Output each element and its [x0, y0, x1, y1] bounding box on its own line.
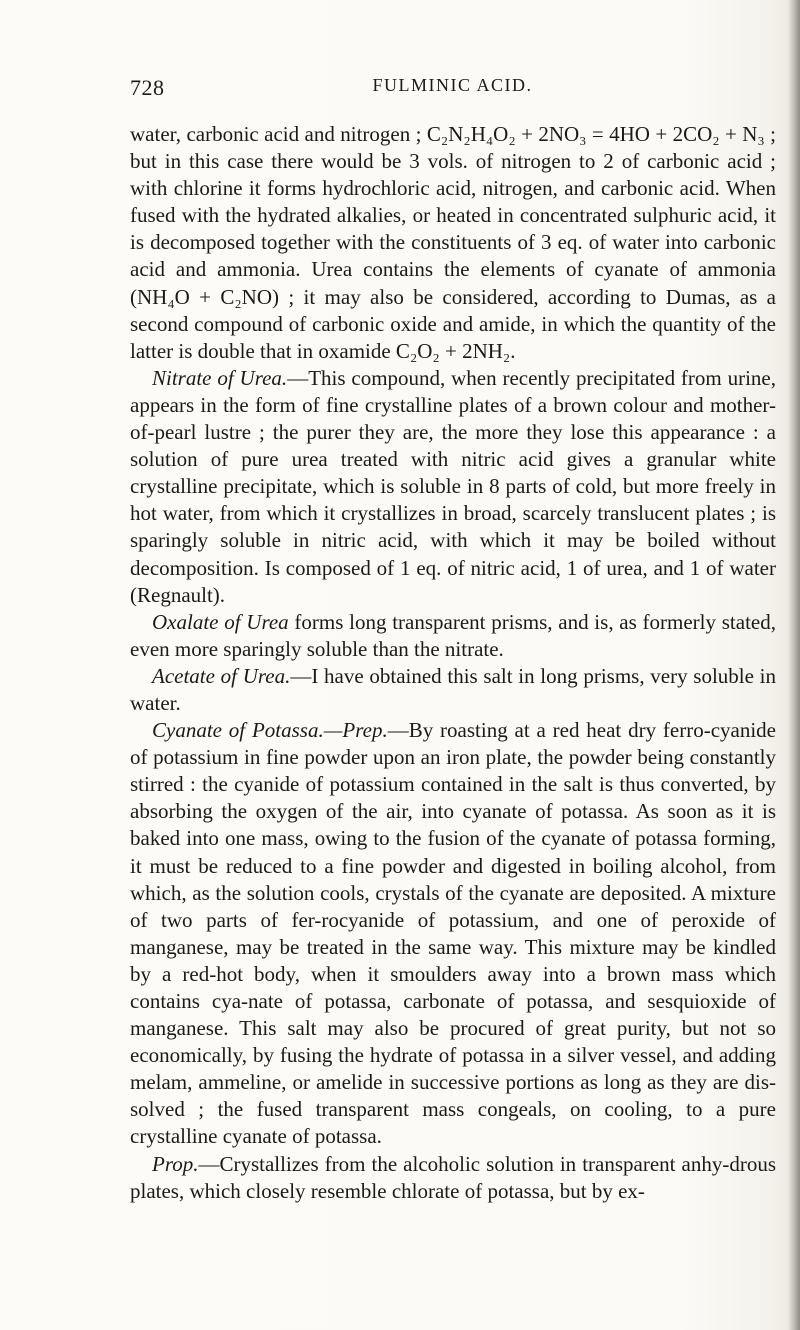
paragraph-text: —Crystallizes from the alcoholic solution in transparent anhy-drous plates, which closely resemble chlorate of potassa, but by ex- [130, 1151, 776, 1203]
paragraph-heading: Cyanate of Potassa.—Prep. [152, 718, 388, 743]
paragraph-text: —I have obtained this salt in long prisms, very soluble in water. [130, 663, 776, 715]
paragraph-heading: Oxalate of Urea [152, 609, 289, 634]
paragraph-heading: Nitrate of Urea. [152, 365, 288, 390]
paragraph-heading: Acetate of Urea. [152, 663, 291, 688]
paragraph-acetate-of-urea [130, 663, 776, 717]
paragraph-text: water, carbonic acid and nitrogen ; C₂N₂H₄O₂ + 2NO₃ = 4HO + 2CO₂ + N₃ ; but in this case there would be 3 vols. of nitrogen to 2 of carbonic acid ; with chlorine it forms hydrochloric acid, nitrogen, and carbonic acid. When fused with the hydrated alkalies, or heated in concentrated sulphuric acid, it is decomposed together with the constituents of 3 eq. of water into carbonic acid and ammonia. Urea contains the elements of cyanate of ammonia (NH₄O + C₂NO) ; it may also be considered, according to Dumas, as a second compound of carbonic oxide and amide, in which the quantity of the latter is double that in oxamide C₂O₂ + 2NH₂. [130, 122, 776, 363]
paragraph-oxalate-of-urea [130, 609, 776, 663]
page-body [130, 121, 776, 1205]
page-header [130, 75, 775, 105]
paragraph-text: —By roasting at a red heat dry ferro-cyanide of potassium in fine powder upon an iron plate, the powder being constantly stirred : the cyanide of potassium contained in the salt is thus converted, by absorbing the oxygen of the air, into cyanate of potassa. As soon as it is baked into one mass, owing to the fusion of the cyanate of potassa forming, it must be reduced to a fine powder and digested in boiling alcohol, from which, as the solution cools, crystals of the cyanate are deposited. A mixture of two parts of fer-rocyanide of potassium, and one of peroxide of manganese, may be treated in the same way. This mixture may be kindled by a red-hot body, when it smoulders away into a brown mass which contains cya-nate of potassa, carbonate of potassa, and sesquioxide of manganese. This salt may also be procured of great purity, but not so economically, by fusing the hydrate of potassa in a silver vessel, and adding melam, ammeline, or amelide in successive portions as long as they are dis-solved ; the fused transparent mass congeals, on cooling, to a pure crystalline cyanate of potassa. [130, 718, 776, 1149]
running-head: FULMINIC ACID. [372, 75, 533, 95]
page-number: 728 [130, 75, 165, 100]
paragraph-text: forms long transparent prisms, and is, as formerly stated, even more sparingly soluble than the nitrate. [130, 609, 776, 661]
paragraph-text: —This compound, when recently precipitated from urine, appears in the form of fine crystalline plates of a brown colour and mother-of-pearl lustre ; the purer they are, the more they lose this appearance : a solution of pure urea treated with nitric acid gives a granular white crystalline precipitate, which is soluble in 8 parts of cold, but more freely in hot water, from which it crystallizes in broad, scarcely translucent plates ; is sparingly soluble in nitric acid, with which it may be boiled without decomposition. Is composed of 1 eq. of nitric acid, 1 of urea, and 1 of water (Regnault). [130, 365, 777, 607]
paragraph-heading: Prop. [152, 1151, 199, 1176]
paragraph-nitrate-of-urea [130, 365, 776, 609]
paragraph-cyanate-of-potassa [130, 717, 776, 1151]
paragraph-urea-decomposition [130, 121, 776, 365]
page-spine-shadow [788, 0, 800, 1330]
paragraph-prop [130, 1151, 776, 1205]
